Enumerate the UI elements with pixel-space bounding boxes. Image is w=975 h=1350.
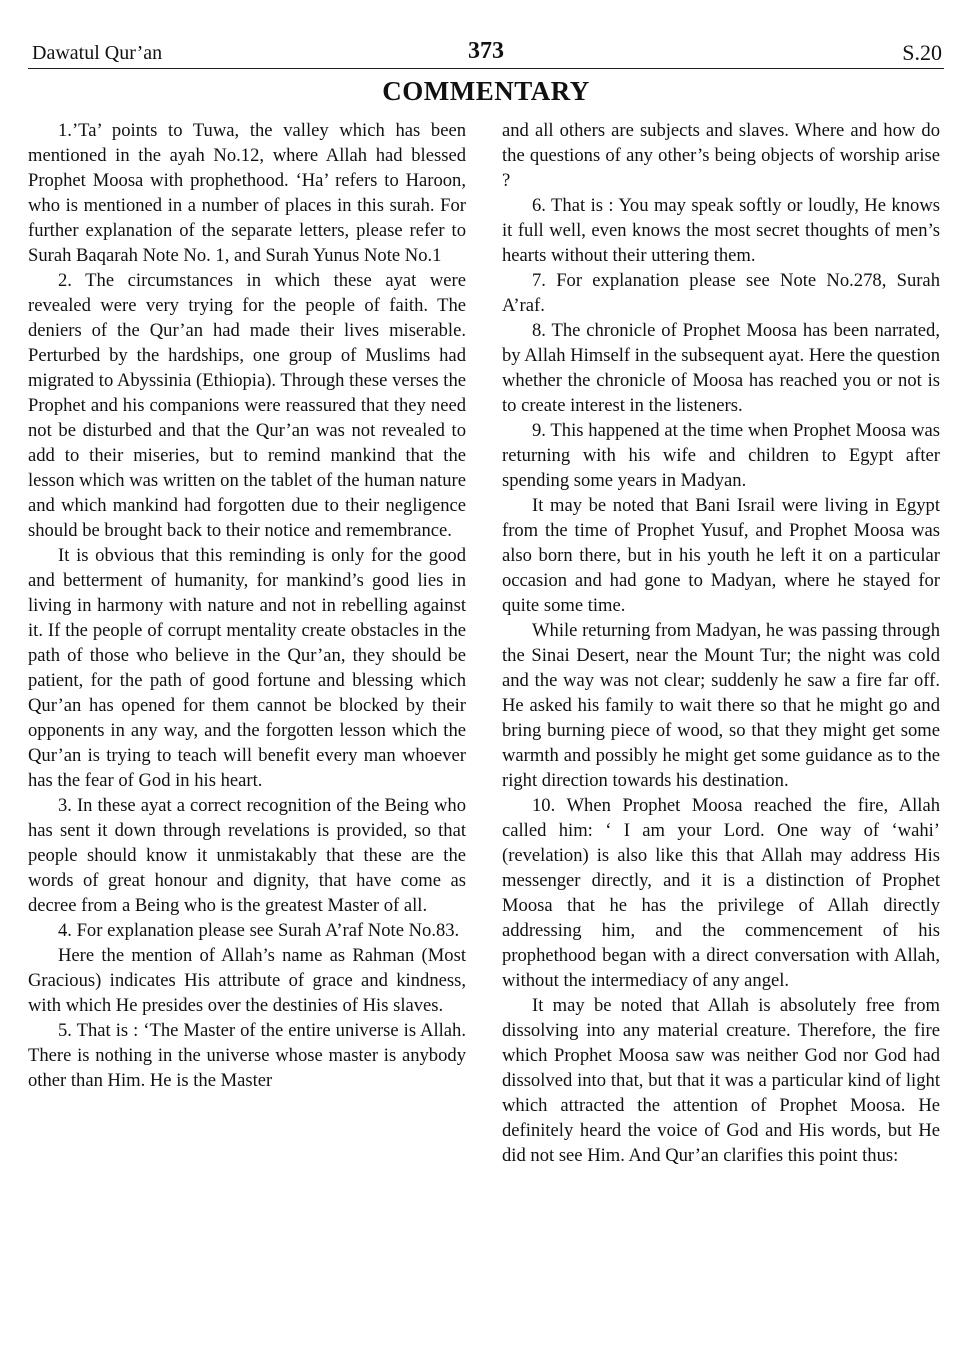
surah-number: S.20 xyxy=(902,40,942,65)
paragraph: 7. For explanation please see Note No.278, Surah A’raf. xyxy=(502,270,940,316)
paragraph: 4. For explanation please see Surah A’raf Note No.83. xyxy=(58,920,460,941)
book-title: Dawatul Qur’an xyxy=(32,42,163,64)
paragraph-continued: and all others are subjects and slaves. Where and how do the questions of any other’s being objects of worship arise ? xyxy=(502,120,940,191)
paragraph: Here the mention of Allah’s name as Rahman (Most Gracious) indicates His attribute of grace and kindness, with which He presides over the destinies of His slaves. xyxy=(28,945,466,1016)
section-title: COMMENTARY xyxy=(382,76,590,106)
paragraph: It may be noted that Bani Israil were living in Egypt from the time of Prophet Yusuf, and Prophet Moosa was also born there, but in his youth he left it on a particular occasion and had gone to Madyan, where he stayed for quite some time. xyxy=(502,495,940,616)
paragraph: It may be noted that Allah is absolutely free from dissolving into any material creature. Therefore, the fire which Prophet Moosa saw was neither God nor God had dissolved into that, but that it was a particular kind of light which attracted the attention of Prophet Moosa. He definitely heard the voice of God and His words, but He did not see Him. And Qur’an clarifies this point thus: xyxy=(502,995,940,1166)
left-column xyxy=(28,118,466,1093)
document-page xyxy=(28,0,944,1350)
paragraph: 2. The circumstances in which these ayat were revealed were very trying for the people of faith. The deniers of the Qur’an had made their lives miserable. Perturbed by the hardships, one group of Muslims had migrated to Abyssinia (Ethiopia). Through these verses the Prophet and his companions were reassured that they need not be disturbed and that the Qur’an was not revealed to add to their miseries, but to remind mankind that the lesson which was written on the tablet of the human nature and which mankind had forgotten due to their negligence should be brought back to their notice and remembrance. xyxy=(28,270,466,541)
page-number: 373 xyxy=(468,38,504,64)
paragraph: 9. This happened at the time when Prophet Moosa was returning with his wife and children to Egypt after spending some years in Madyan. xyxy=(502,420,940,491)
paragraph: 3. In these ayat a correct recognition of the Being who has sent it down through revelations is provided, so that people should know it unmistakably that these are the words of great honour and dignity, that have come as decree from a Being who is the greatest Master of all. xyxy=(28,795,466,916)
paragraph: 6. That is : You may speak softly or loudly, He knows it full well, even knows the most secret thoughts of men’s hearts without their uttering them. xyxy=(502,195,940,266)
paragraph: 5. That is : ‘The Master of the entire universe is Allah. There is nothing in the universe whose master is anybody other than Him. He is the Master xyxy=(28,1020,466,1091)
paragraph: While returning from Madyan, he was passing through the Sinai Desert, near the Mount Tur; the night was cold and the way was not clear; suddenly he saw a fire far off. He asked his family to wait there so that he might go and bring burning piece of wood, so that they might get some warmth and possibly he might get some guidance as to the right direction towards his destination. xyxy=(502,620,940,791)
right-column xyxy=(502,118,940,1168)
paragraph: 8. The chronicle of Prophet Moosa has been narrated, by Allah Himself in the subsequent ayat. Here the question whether the chronicle of Moosa has reached you or not is to create interest in the listeners. xyxy=(502,320,940,416)
paragraph: 10. When Prophet Moosa reached the fire, Allah called him: ‘ I am your Lord. One way of ‘wahi’ (revelation) is also like this that Allah may address His messenger directly, and it is a distinction of Prophet Moosa that he has the privilege of Allah directly addressing him, and the commencement of his prophethood began with a direct conversation with Allah, without the intermediacy of any angel. xyxy=(502,795,940,991)
paragraph: 1.’Ta’ points to Tuwa, the valley which has been mentioned in the ayah No.12, where Allah had blessed Prophet Moosa with prophethood. ‘Ha’ refers to Haroon, who is mentioned in a number of places in this surah. For further explanation of the separate letters, please refer to Surah Baqarah Note No. 1, and Surah Yunus Note No.1 xyxy=(28,120,466,266)
paragraph: It is obvious that this reminding is only for the good and betterment of humanity, for mankind’s good lies in living in harmony with nature and not in rebelling against it. If the people of corrupt mentality create obstacles in the path of those who believe in the Qur’an, they should be patient, for the path of good fortune and blessing which Qur’an has opened for them cannot be blocked by their opponents in any way, and the forgotten lesson which the Qur’an is trying to teach will benefit every man whoever has the fear of God in his heart. xyxy=(28,545,466,791)
running-header xyxy=(28,36,944,69)
